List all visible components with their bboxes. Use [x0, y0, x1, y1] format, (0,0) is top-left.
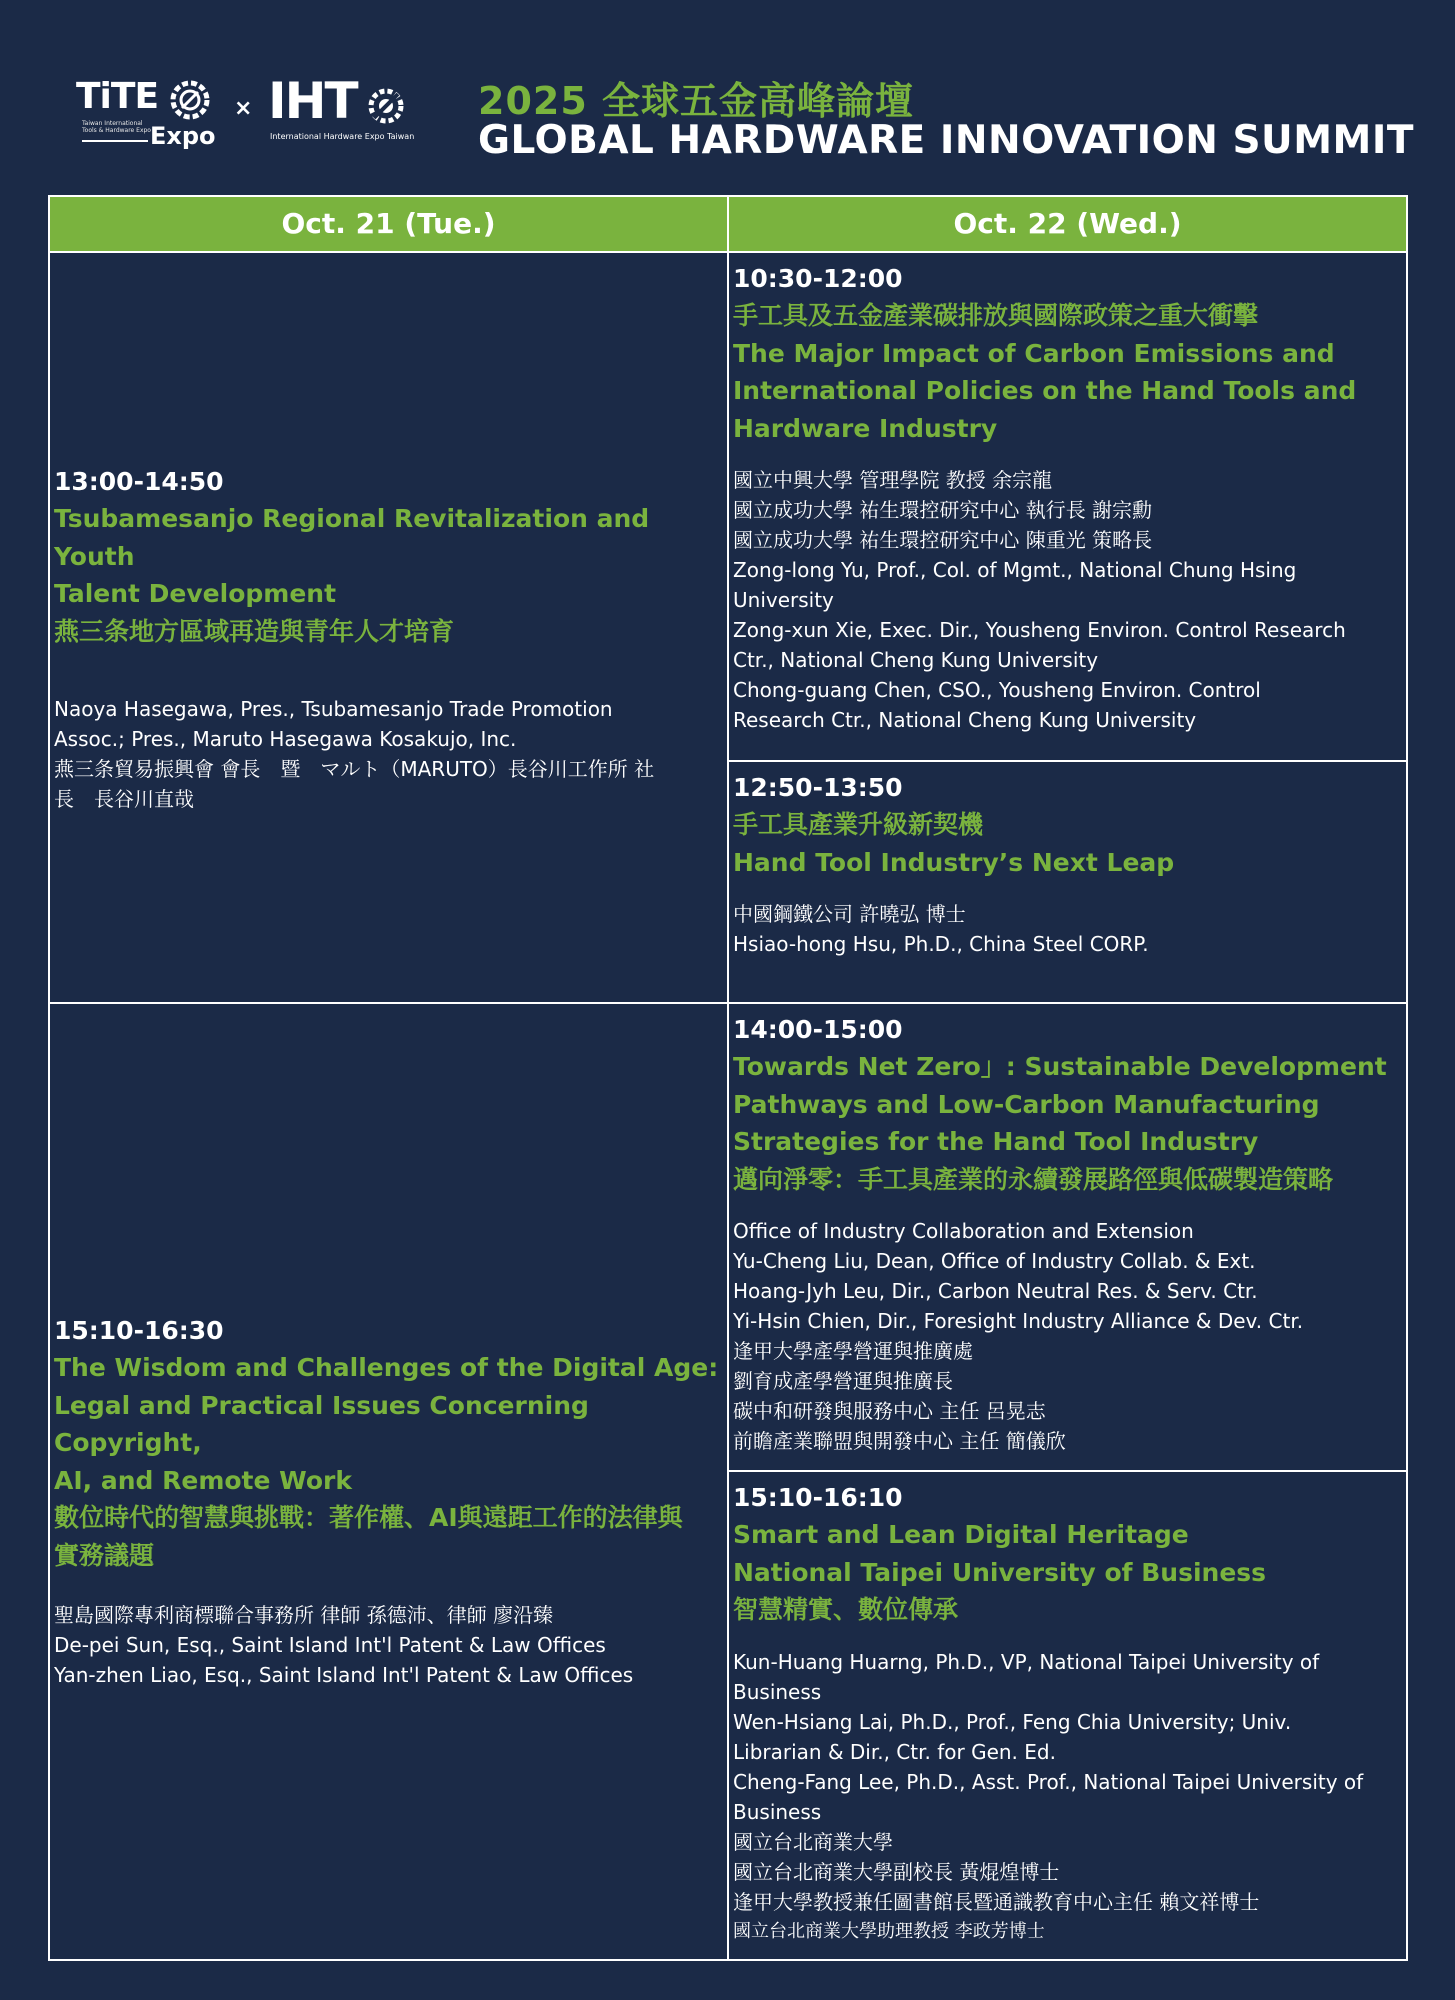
session-title-line: Talent Development	[54, 579, 337, 608]
speaker-line: 國立台北商業大學副校長 黃焜煌博士	[733, 1859, 1060, 1884]
speaker-line: 劉育成產學營運與推廣長	[733, 1369, 953, 1393]
speaker-line: 長 長谷川直哉	[54, 787, 194, 811]
session-title-line: Pathways and Low-Carbon Manufacturing	[733, 1089, 1320, 1119]
speaker-line: Hoang-Jyh Leu, Dir., Carbon Neutral Res. & Serv. Ctr.	[733, 1279, 1258, 1303]
session-title-line: International Policies on the Hand Tools and	[733, 376, 1357, 405]
spacer	[733, 447, 1404, 465]
speaker-line: Yi-Hsin Chien, Dir., Foresight Industry Alliance & Dev. Ctr.	[733, 1309, 1304, 1333]
speaker-line: 國立成功大學 祐生環控研究中心 執行長 謝宗勳	[733, 498, 1153, 522]
speaker-line: Business	[733, 1679, 822, 1704]
session-title-line: 邁向淨零：手工具產業的永續發展路徑與低碳製造策略	[733, 1164, 1334, 1194]
speaker-line: Wen-Hsiang Lai, Ph.D., Prof., Feng Chia University; Univ.	[733, 1709, 1292, 1734]
session-time: 14:00-15:00	[733, 1015, 903, 1044]
session-title-line: 實務議題	[54, 1540, 155, 1570]
times-symbol: ×	[234, 96, 253, 121]
session-title-line: Smart and Lean Digital Heritage	[733, 1520, 1189, 1549]
session-title-line: Hardware Industry	[733, 413, 998, 443]
gear-icon	[366, 86, 406, 126]
speaker-line: Chong-guang Chen, CSO., Yousheng Environ. Control	[733, 678, 1261, 702]
session-title-line: Hand Tool Industry’s Next Leap	[733, 847, 1175, 877]
speaker-line: Assoc.; Pres., Maruto Hasegawa Kosakujo, Inc.	[54, 727, 517, 751]
speaker-line: 碳中和研發與服務中心 主任 呂晃志	[733, 1399, 1046, 1423]
tite-logo-word: TiTE	[76, 76, 159, 117]
speaker-line: Research Ctr., National Cheng Kung University	[733, 708, 1197, 732]
session-time: 12:50-13:50	[733, 773, 903, 802]
iht-logo-word: IHT	[268, 72, 357, 130]
speaker-line: Zong-xun Xie, Exec. Dir., Yousheng Environ. Control Research	[733, 618, 1346, 642]
page-title-zh: 2025 全球五金高峰論壇	[478, 79, 914, 123]
column-header-tue: Oct. 21 (Tue.)	[48, 195, 729, 253]
session-title-line: 燕三条地方區域再造與青年人才培育	[54, 616, 455, 646]
speaker-line: Cheng-Fang Lee, Ph.D., Asst. Prof., National Taipei University of	[733, 1769, 1364, 1794]
session-title-line: 手工具產業升級新契機	[733, 810, 984, 839]
speaker-line: Librarian & Dir., Ctr. for Gen. Ed.	[733, 1739, 1056, 1764]
spacer	[733, 881, 1404, 899]
speaker-line: Business	[733, 1799, 822, 1824]
session-title-line: The Wisdom and Challenges of the Digital Age:	[54, 1353, 719, 1382]
speaker-line: 國立成功大學 祐生環控研究中心 陳重光 策略長	[733, 528, 1153, 552]
session-wed-4	[727, 1470, 1408, 1961]
session-title-line: Tsubamesanjo Regional Revitalization and Youth	[54, 504, 650, 571]
speaker-line: 國立中興大學 管理學院 教授 余宗龍	[733, 468, 1053, 492]
session-time: 10:30-12:00	[733, 264, 903, 293]
session-title-line: The Major Impact of Carbon Emissions and	[733, 338, 1335, 368]
tite-logo-expo: Expo	[150, 122, 216, 150]
speaker-line: 逢甲大學產學營運與推廣處	[733, 1339, 973, 1363]
session-wed-2	[727, 760, 1408, 1004]
spacer	[733, 1629, 1404, 1647]
speaker-line: Zong-long Yu, Prof., Col. of Mgmt., National Chung Hsing	[733, 558, 1297, 582]
speaker-line: Office of Industry Collaboration and Extension	[733, 1219, 1194, 1243]
speaker-line: 國立台北商業大學助理教授 李政芳博士	[733, 1920, 1045, 1942]
session-tue-2	[48, 1002, 729, 1961]
speaker-line: 燕三条貿易振興會 會長 暨 マルト（MARUTO）長谷川工作所 社	[54, 757, 655, 781]
session-title-line: Legal and Practical Issues Concerning Copyright,	[54, 1390, 589, 1457]
session-time: 13:00-14:50	[54, 467, 224, 496]
spacer	[54, 650, 725, 694]
session-title-line: 數位時代的智慧與挑戰：著作權、AI與遠距工作的法律與	[54, 1503, 683, 1532]
session-time: 15:10-16:30	[54, 1316, 224, 1345]
speaker-line: 國立台北商業大學	[733, 1829, 893, 1854]
speaker-line: University	[733, 588, 834, 612]
divider	[82, 140, 148, 142]
speaker-line: 前瞻產業聯盟與開發中心 主任 簡儀欣	[733, 1429, 1066, 1453]
speaker-line: 聖島國際專利商標聯合事務所 律師 孫德沛、律師 廖沿臻	[54, 1603, 554, 1627]
tite-logo-subtitle: Taiwan International Tools & Hardware Expo	[82, 120, 151, 134]
speaker-line: Ctr., National Cheng Kung University	[733, 648, 1099, 672]
session-tue-1	[48, 251, 729, 1004]
session-time: 15:10-16:10	[733, 1483, 903, 1512]
session-title-line: Towards Net Zero」: Sustainable Development	[733, 1052, 1387, 1081]
tite-expo-logo	[76, 76, 226, 156]
iht-logo	[268, 74, 418, 154]
schedule-table	[48, 195, 1408, 1961]
column-header-wed: Oct. 22 (Wed.)	[727, 195, 1408, 253]
session-wed-3	[727, 1002, 1408, 1472]
header	[0, 0, 1455, 190]
session-wed-1	[727, 251, 1408, 762]
spacer	[54, 1574, 725, 1600]
session-title-line: 智慧精實、數位傳承	[733, 1595, 959, 1624]
speaker-line: De-pei Sun, Esq., Saint Island Int'l Patent & Law Offices	[54, 1633, 606, 1657]
speaker-line: 逢甲大學教授兼任圖書館長暨通識教育中心主任 賴文祥博士	[733, 1889, 1260, 1914]
session-title-line: 手工具及五金產業碳排放與國際政策之重大衝擊	[733, 301, 1259, 330]
speaker-line: 中國鋼鐵公司 許曉弘 博士	[733, 902, 966, 926]
session-title-line: Strategies for the Hand Tool Industry	[733, 1127, 1259, 1156]
speaker-line: Yu-Cheng Liu, Dean, Office of Industry Collab. & Ext.	[733, 1249, 1256, 1273]
session-title-line: AI, and Remote Work	[54, 1465, 352, 1495]
gear-icon	[168, 78, 212, 122]
speaker-line: Kun-Huang Huarng, Ph.D., VP, National Taipei University of	[733, 1649, 1320, 1674]
spacer	[733, 1198, 1404, 1216]
speaker-line: Naoya Hasegawa, Pres., Tsubamesanjo Trade Promotion	[54, 697, 613, 721]
speaker-line: Hsiao-hong Hsu, Ph.D., China Steel CORP.	[733, 932, 1149, 956]
iht-logo-subtitle: International Hardware Expo Taiwan	[270, 132, 415, 141]
page-title-en: GLOBAL HARDWARE INNOVATION SUMMIT	[478, 118, 1414, 163]
speaker-line: Yan-zhen Liao, Esq., Saint Island Int'l Patent & Law Offices	[54, 1663, 634, 1687]
session-title-line: National Taipei University of Business	[733, 1557, 1267, 1587]
